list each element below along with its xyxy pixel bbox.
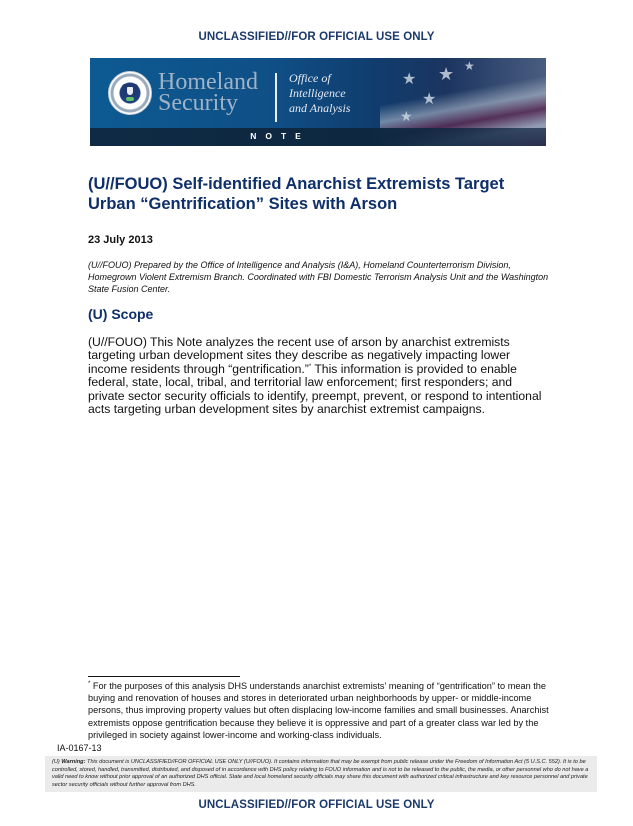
office-line-3: and Analysis [289,101,351,115]
footnote-separator [88,676,240,677]
flag-star-icon: ★ [422,91,437,108]
seal-shield [127,87,133,95]
document-title: (U//FOUO) Self-identified Anarchist Extremists Target Urban “Gentrification” Sites with Arson [88,175,505,213]
flag-star-icon: ★ [402,71,417,88]
classification-marking-top: UNCLASSIFIED//FOR OFFICIAL USE ONLY [198,31,435,43]
scope-text-part1: (U//FOUO) This Note analyzes the recent use of arson by anarchist extremists targeting urban development sites they describe as negatively impacting lower income residents through “gentrification.” [88,335,511,376]
footnote-marker: * [88,680,91,687]
warning-label: Warning: [61,759,86,765]
footnote-text: For the purposes of this analysis DHS understands anarchist extremists’ meaning of “gentrification” to mean the buying and renovation of houses and stores in deteriorated urban neighborhoods by upper- or middle-income persons, thus improving property values but often displacing low-income families and small businesses. Anarchist extremists oppose gentrification because they believe it is oppressive and part of a greater class war led by the privileged in society against lower-income and working-class individuals. [88,681,549,740]
document-date: 23 July 2013 [88,234,153,246]
brand-divider [275,73,277,122]
flag-star-icon: ★ [400,108,413,124]
dhs-ia-banner [90,58,546,146]
warning-prefix: (U) [52,759,62,765]
office-line-1: Office of [289,71,331,85]
dhs-seal-icon [108,71,152,115]
footnote [88,680,550,741]
prepared-by-statement: (U//FOUO) Prepared by the Office of Intelligence and Analysis (I&A), Homeland Counterterrorism Division, Homegrown Violent Extremism Branch. Coordinated with FBI Domestic Terrorism Analysis Unit and the Washington State Fusion Center. [88,260,549,294]
brand-security: Security [158,90,238,116]
scope-text-part2: This information is provided to enable federal, state, local, tribal, and territorial law enforcement; first responders; and private sector security officials to identify, preempt, prevent, or respond to intentional acts targeting urban development sites by anarchist extremist campaigns. [88,361,542,417]
classification-marking-bottom: UNCLASSIFIED//FOR OFFICIAL USE ONLY [198,799,435,811]
warning-box [45,756,597,792]
warning-body: This document is UNCLASSIFIED//FOR OFFICIAL USE ONLY (U//FOUO). It contains information that may be exempt from public release under the Freedom of Information Act (5 U.S.C. 552). It is to be controlled, stored, handled, transmitted, distributed, and disposed of in accordance with DHS policy relating to FOUO information and is not to be released to the public, the media, or other personnel who do not have a valid need to know without prior approval of an authorized DHS official. State and local homeland security officials may share this document with authorized critical infrastructure and key resource personnel and private sector security officials without further approval from DHS. [52,759,589,788]
office-line-2: Intelligence [289,86,346,100]
scope-paragraph [88,336,550,416]
scope-heading: (U) Scope [88,306,154,322]
seal-land [126,97,134,101]
document-id: IA-0167-13 [57,743,102,753]
flag-star-icon: ★ [464,59,475,73]
warning-text [52,759,592,789]
note-label: NOTE [250,131,310,141]
brand-homeland: Homeland [158,69,258,95]
flag-star-icon: ★ [438,64,455,84]
footnote-reference: * [308,363,312,370]
